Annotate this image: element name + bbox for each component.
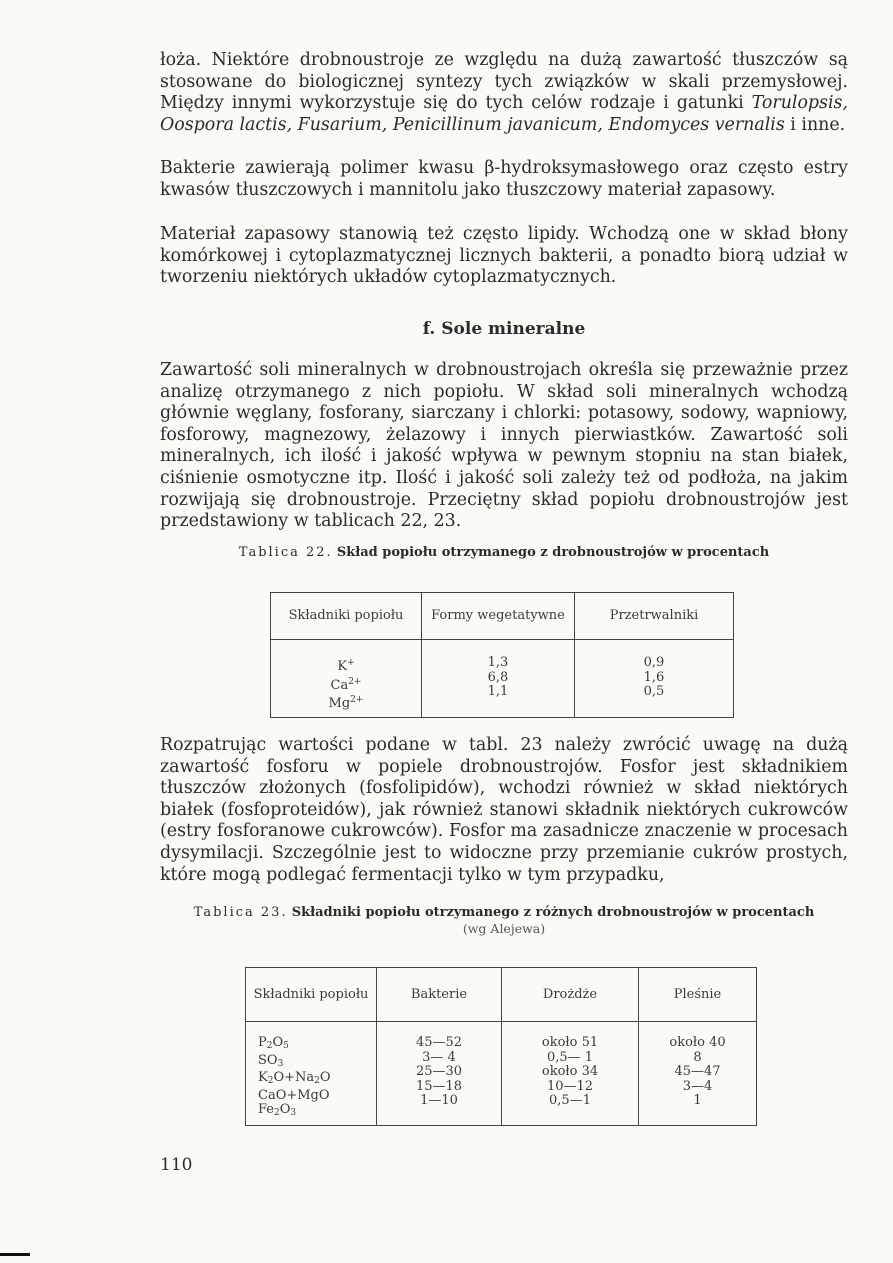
table-cell: 6,8 bbox=[487, 669, 509, 685]
t23-header-0: Składniki popiołu bbox=[246, 968, 377, 1022]
paragraph-fat-synthesis: łoża. Niektóre drobnoustroje ze względu na dużą zawartość tłuszczów są stosowane do biologicznej syntezy tych związków w skali przemysłowej. Między innymi wykorzystuje się do tych celów rodzaje i gatunki Torulopsis, Oospora lactis, Fusarium, Penicillinum javanicum, Endomyces vernalis i inne. bbox=[160, 50, 848, 135]
table23-title: Składniki popiołu otrzymanego z różnych drobnoustrojów w procentach bbox=[291, 905, 815, 920]
table-23 bbox=[245, 967, 757, 1126]
table23-caption bbox=[160, 905, 848, 937]
table-cell: 3— 4 bbox=[422, 1049, 456, 1065]
paragraph-mineral-salts: Zawartość soli mineralnych w drobnoustrojach określa się przeważnie przez analizę otrzymanego z nich popiołu. W skład soli mineralnych wchodzą głównie węglany, fosforany, siarczany i chlorki: potasowy, sodowy, wapniowy, fosforowy, magnezowy, żelazowy i innych pierwiastków. Zawartość soli mineralnych, ich ilość i jakość wpływa w pewnym stopniu na stan białek, ciśnienie osmotyczne itp. Ilość i jakość soli zależy też od podłoża, na jakim rozwijają się drobnoustroje. Przeciętny skład popiołu drobnoustrojów jest przedstawiony w tablicach 22, 23. bbox=[160, 360, 848, 532]
paragraph-lipids: Materiał zapasowy stanowią też często lipidy. Wchodzą one w skład błony komórkowej i cytoplazmatycznej licznych bakterii, a ponadto biorą udział w tworzeniu niektórych układów cytoplazmatycznych. bbox=[160, 224, 848, 288]
t22-ion-k: K+ bbox=[337, 658, 355, 674]
t22-header-2: Przetrwalniki bbox=[575, 593, 734, 640]
table-cell: 45—52 bbox=[415, 1035, 463, 1050]
scan-edge-mark bbox=[0, 1253, 30, 1256]
t22-header-1: Formy wegetatywne bbox=[422, 593, 575, 640]
table-cell: 0,5— 1 bbox=[546, 1049, 594, 1065]
section-heading: f. Sole mineralne bbox=[422, 319, 586, 339]
table-cell: 1,6 bbox=[643, 669, 665, 685]
table-cell: 0,9 bbox=[643, 655, 665, 670]
t23-header-3: Pleśnie bbox=[639, 968, 757, 1022]
paragraph-bacteria-polymer: Bakterie zawierają polimer kwasu β-hydroksymasłowego oraz często estry kwasów tłuszczowych i mannitolu jako tłuszczowy materiał zapasowy. bbox=[160, 158, 848, 200]
t23-col-yeast bbox=[502, 1022, 639, 1126]
table-cell: 10—12 bbox=[546, 1078, 594, 1094]
table-cell: 0,5—1 bbox=[549, 1093, 591, 1109]
page-number: 110 bbox=[160, 1155, 193, 1175]
table22-title: Skład popiołu otrzymanego z drobnoustrojów w procentach bbox=[336, 545, 770, 560]
t22-col-veg bbox=[422, 640, 575, 718]
t23-comp-cao-mgo: CaO+MgO bbox=[258, 1087, 330, 1103]
t22-col-ion bbox=[271, 640, 422, 718]
table-cell: 1,3 bbox=[487, 655, 509, 670]
paragraph-phosphorus: Rozpatrując wartości podane w tabl. 23 należy zwrócić uwagę na dużą zawartość fosforu w popiele drobnoustrojów. Fosfor jest składnikiem tłuszczów złożonych (fosfolipidów), wchodzi również w skład niektórych białek (fosfoproteidów), jak również stanowi składnik niektórych cukrowców (estry fosforanowe cukrowców). Fosfor ma zasadnicze znaczenie w procesach dysymilacji. Szczególnie jest to widoczne przy przemianie cukrów prostych, które mogą podlegać fermentacji tylko w tym przypadku, bbox=[160, 735, 848, 885]
t23-header-2: Drożdże bbox=[502, 968, 639, 1022]
table-22 bbox=[270, 592, 734, 718]
t23-col-component bbox=[246, 1022, 377, 1126]
table-cell: 45—47 bbox=[674, 1064, 721, 1080]
t23-comp-fe2o3: $Fe_2O_3$ bbox=[258, 1102, 297, 1119]
table-cell: około 51 bbox=[541, 1035, 599, 1050]
t23-comp-p2o5: $P_2O_5$ bbox=[258, 1035, 289, 1051]
table22-caption bbox=[160, 545, 848, 561]
table-cell: 0,5 bbox=[643, 684, 665, 700]
table23-label: Tablica 23. bbox=[193, 905, 288, 920]
table-cell: około 34 bbox=[541, 1064, 599, 1080]
t23-comp-so3: $SO_3$ bbox=[258, 1052, 284, 1069]
table-cell: 1 bbox=[693, 1093, 702, 1109]
table23-source: (wg Alejewa) bbox=[462, 921, 546, 936]
t22-header-0: Składniki popiołu bbox=[271, 593, 422, 640]
table-cell: 3—4 bbox=[682, 1078, 713, 1094]
table-cell: 15—18 bbox=[415, 1078, 463, 1094]
table-cell: 1—10 bbox=[420, 1093, 458, 1109]
t23-col-bacteria bbox=[377, 1022, 502, 1126]
t22-ion-ca: $Ca^{2+}$ bbox=[330, 676, 362, 693]
table-cell: 25—30 bbox=[415, 1064, 463, 1080]
t23-comp-k2o-na2o: $K_2O+Na_2O$ bbox=[258, 1070, 331, 1087]
table-cell: około 40 bbox=[669, 1035, 726, 1050]
t23-col-molds bbox=[639, 1022, 757, 1126]
table22-label: Tablica 22. bbox=[238, 545, 333, 560]
table-cell: 1,1 bbox=[487, 684, 509, 700]
t22-col-spores bbox=[575, 640, 734, 718]
t22-ion-mg: $Mg^{2+}$ bbox=[328, 695, 364, 712]
table-cell: 8 bbox=[693, 1049, 702, 1065]
species-list: Torulopsis, Oospora lactis, Fusarium, Penicillinum javanicum, Endomyces vernalis bbox=[160, 93, 848, 135]
t23-header-1: Bakterie bbox=[377, 968, 502, 1022]
